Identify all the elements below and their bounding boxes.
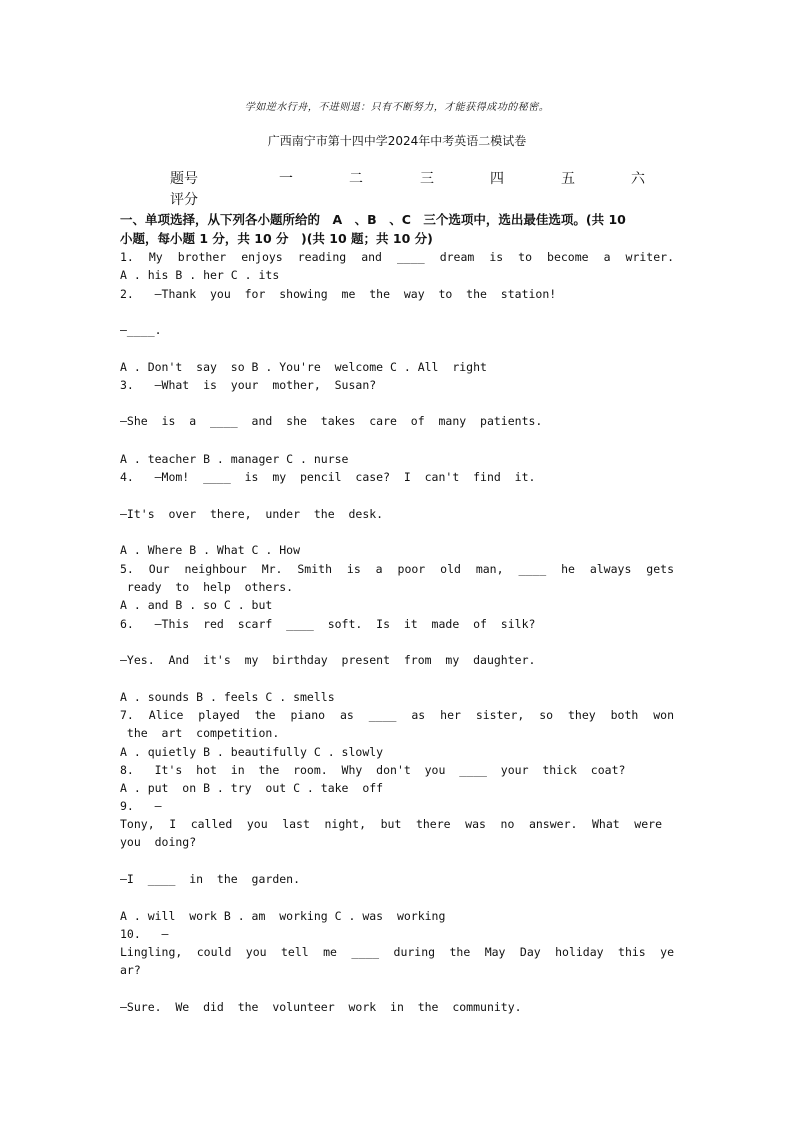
question-8-stem: 8. It's hot in the room. Why don't you ____ your thick coat?	[120, 763, 626, 777]
question-6-stem: 6. —This red scarf ____ soft. Is it made of silk?	[120, 617, 536, 631]
question-9-stem-cont: you doing?	[120, 835, 197, 849]
question-10-number: 10. —	[120, 927, 169, 941]
question-9-reply: —I ____ in the garden.	[120, 872, 301, 886]
question-9-stem: Tony, I called you last night, but there was no answer. What were	[120, 817, 662, 831]
score-table-col-5: 五	[561, 171, 575, 187]
question-5-options: A . and B . so C . but	[120, 598, 273, 612]
question-6-options: A . sounds B . feels C . smells	[120, 690, 335, 704]
question-10-stem: Lingling, could you tell me ____ during the May Day holiday this ye	[120, 945, 674, 959]
section-heading-line2: 小题，每小题 1 分，共 10 分 )(共 10 题；共 10 分)	[120, 231, 433, 246]
question-1-stem: 1. My brother enjoys reading and ____ dream is to become a writer.	[120, 250, 674, 264]
question-2-stem: 2. —Thank you for showing me the way to the station!	[120, 287, 557, 301]
section-heading	[120, 210, 680, 248]
question-9-options: A . will work B . am working C . was working	[120, 909, 446, 923]
question-6-reply: —Yes. And it's my birthday present from my daughter.	[120, 653, 536, 667]
question-1-options: A . his B . her C . its	[120, 268, 280, 282]
question-7-options: A . quietly B . beautifully C . slowly	[120, 745, 384, 759]
question-7-stem: 7. Alice played the piano as ____ as her sister, so they both won	[120, 708, 674, 722]
question-10-reply: —Sure. We did the volunteer work in the community.	[120, 1000, 522, 1014]
question-3-reply: —She is a ____ and she takes care of many patients.	[120, 414, 543, 428]
question-4-stem: 4. —Mom! ____ is my pencil case? I can't find it.	[120, 470, 536, 484]
score-table-col-3: 三	[420, 171, 434, 187]
score-table-question-label: 题号	[170, 171, 198, 187]
question-9-number: 9. —	[120, 799, 162, 813]
score-table-col-1: 一	[279, 171, 293, 187]
score-table-col-4: 四	[490, 171, 504, 187]
question-8-options: A . put on B . try out C . take off	[120, 781, 384, 795]
question-10-stem-cont: ar?	[120, 963, 141, 977]
exam-title: 广西南宁市第十四中学2024年中考英语二模试卷	[267, 134, 527, 148]
question-2-reply: —____.	[120, 323, 162, 337]
score-table-col-6: 六	[631, 171, 645, 187]
question-3-options: A . teacher B . manager C . nurse	[120, 452, 349, 466]
question-3-stem: 3. —What is your mother, Susan?	[120, 378, 377, 392]
score-table-score-label: 评分	[170, 192, 198, 208]
question-5-stem-cont: ready to help others.	[120, 580, 294, 594]
question-2-options: A . Don't say so B . You're welcome C . All right	[120, 360, 487, 374]
question-4-options: A . Where B . What C . How	[120, 543, 301, 557]
question-7-stem-cont: the art competition.	[120, 726, 280, 740]
question-4-reply: —It's over there, under the desk.	[120, 507, 384, 521]
score-table-col-2: 二	[349, 171, 363, 187]
question-5-stem: 5. Our neighbour Mr. Smith is a poor old man, ____ he always gets	[120, 562, 674, 576]
page-motto: 学如逆水行舟，不进则退：只有不断努力，才能获得成功的秘密。	[244, 102, 550, 113]
section-heading-line1: 一、单项选择，从下列各小题所给的 A 、B 、C 三个选项中，选出最佳选项。(共 10	[120, 212, 626, 227]
